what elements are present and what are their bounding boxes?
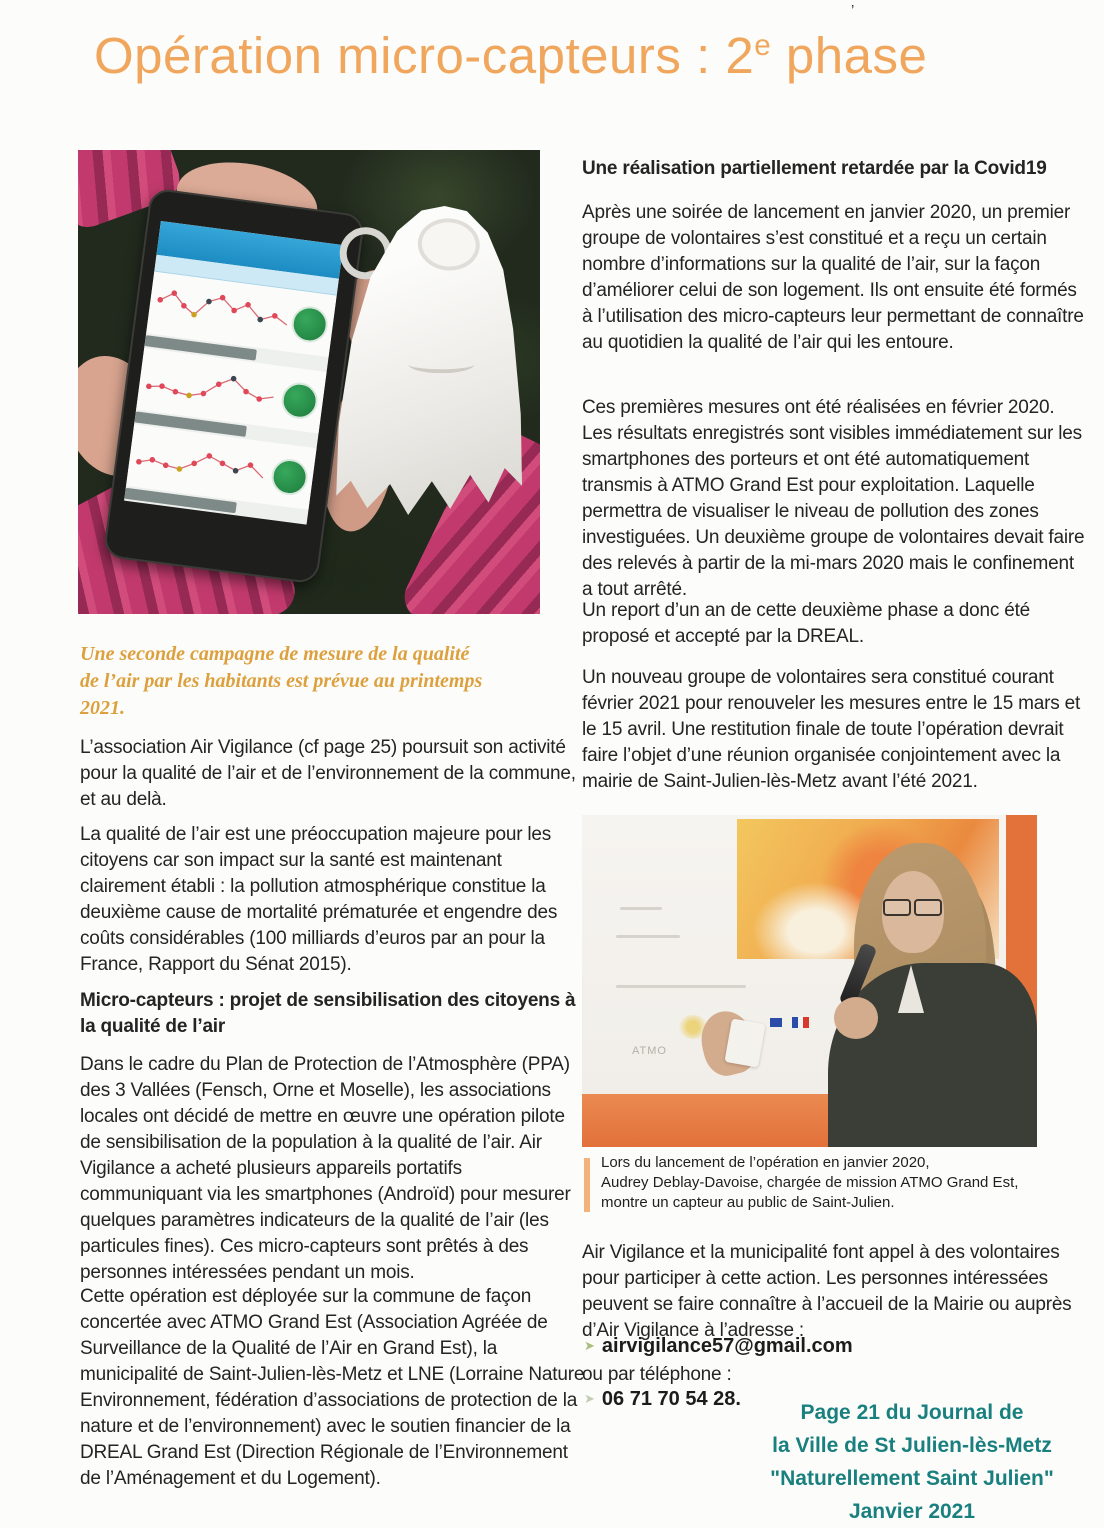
page-title-main: Opération micro-capteurs : 2 [94,27,755,84]
photo2-caption [601,1153,1018,1213]
projected-text-line-3 [616,985,746,988]
photo1-caption-line3: 2021. [80,697,125,719]
green-status-indicator-2 [279,380,319,420]
contact-phone: 06 71 70 54 28. [601,1388,741,1410]
glasses-left-lens [883,899,911,916]
phone-screen [124,221,343,525]
phone-label: ou par téléphone : [582,1364,732,1385]
scan-artifact: ’ [851,2,855,19]
page-title-superscript: e [754,29,772,62]
email-row [584,1335,853,1358]
projected-text-line-2 [616,935,680,938]
micro-sensor-illustration [330,198,540,537]
green-status-indicator-1 [289,304,329,344]
photo1-caption-line2: de l’air par les habitants est prévue au printemps [80,670,483,692]
glasses-icon [883,899,943,914]
photo-smartphone-and-sensor [78,150,540,614]
projected-text-line-1 [620,907,662,910]
photo2-caption-line2: Audrey Deblay-Davoise, chargée de mission ATMO Grand Est, [601,1174,1019,1191]
atmo-logo-text: ATMO [632,1045,667,1057]
page-title [94,26,927,85]
source-line2: la Ville de St Julien-lès-Metz [772,1434,1052,1457]
arrow-bullet-icon: ➤ [584,1338,595,1353]
caption-accent-bar [584,1158,590,1212]
sensor-vent-slot [408,355,474,373]
green-status-indicator-3 [269,457,309,497]
sensor-in-hand [724,1018,765,1067]
smartphone-illustration [103,187,366,584]
photo1-caption-line1: Une seconde campagne de mesure de la qualité [80,643,470,665]
heading-covid-delay: Une réalisation partiellement retardée par la Covid19 [582,158,1047,179]
paragraph-call-for-volunteers: Air Vigilance et la municipalité font appel à des volontaires pour participer à cette action. Les personnes intéressées peuvent se faire connaître à l’accueil de la Mairie ou auprès d’Air Vigilance à l’adresse : [582,1242,1072,1341]
source-line1: Page 21 du Journal de [800,1401,1024,1424]
contact-email: airvigilance57@gmail.com [601,1335,853,1357]
chart-line-2 [141,354,286,420]
paragraph-air-quality: La qualité de l’air est une préoccupation majeure pour les citoyens car son impact sur la santé est maintenant clairement établi : la pollution atmosphérique constitue la deuxième cause de mortalité prématurée et engendre des coûts considérables (100 milliards d’euros par an pour la France, Rapport du Sénat 2015). [80,824,558,975]
eu-flag-icon [770,1018,782,1027]
arrow-bullet-icon: ➤ [584,1391,595,1406]
phone-row [584,1388,741,1411]
paragraph-report-dreal: Un report d’un an de cette deuxième phase a donc été proposé et accepté par la DREAL. [582,600,1031,647]
paragraph-association: L’association Air Vigilance (cf page 25) poursuit son activité pour la qualité de l’air et de l’environnement de la commune, et au delà. [80,737,576,810]
photo-launch-presentation [582,815,1037,1147]
paragraph-first-measures: Ces premières mesures ont été réalisées en février 2020. Les résultats enregistrés sont visibles immédiatement sur les smartphones des porteurs et ont été automatiquement transmis à ATMO Grand Est pour exploitation. Laquelle permettra de visualiser le niveau de pollution des zones investiguées. Un deuxième groupe de volontaires devait faire des relevés à partir de la mi-mars 2020 mais le confinement a tout arrêté. [582,397,1085,600]
page-title-tail: phase [771,27,928,84]
french-flag-icon [792,1017,809,1028]
flag-red [803,1017,809,1028]
paragraph-first-group: Après une soirée de lancement en janvier 2020, un premier groupe de volontaires s’est constitué et a reçu un certain nombre d’informations sur la qualité de l’air, sur la façon d’améliorer celui de son logement. Ils ont ensuite été formés à l’utilisation des micro-capteurs leur permettant de connaître au quotidien la qualité de l’air qui les entoure. [582,202,1084,353]
paragraph-new-group: Un nouveau groupe de volontaires sera constitué courant février 2021 pour renouveler les mesures entre le 15 mars et le 15 avril. Une restitution finale de toute l’opération devrait faire l’objet d’une réunion organisée conjointement avec la mairie de Saint-Julien-lès-Metz avant l’été 2021. [582,667,1081,792]
paragraph-ppa-project: Dans le cadre du Plan de Protection de l’Atmosphère (PPA) des 3 Vallées (Fensch, Orne et Moselle), les associations locales ont décidé de mettre en œuvre une opération pilote de sensibilisation de la population à la qualité de l’air. Air Vigilance a acheté plusieurs appareils portatifs communiquant via les smartphones (Androïd) pour mesurer quelques paramètres indicateurs de la qualité de l’air (les particules fines). Ces micro-capteurs sont prêtés à des personnes intéressées pendant un mois. [80,1054,571,1283]
source-line3: "Naturellement Saint Julien" [770,1467,1054,1490]
presenter-mic-hand [834,997,878,1039]
subheading-micro-capteurs: Micro-capteurs : projet de sensibilisation des citoyens à la qualité de l’air [80,990,576,1037]
chart-line-1 [151,278,296,344]
page-source-note [726,1396,1098,1528]
photo1-caption [80,641,482,722]
photo2-caption-line3: montre un capteur au public de Saint-Julien. [601,1194,895,1211]
paragraph-partners: Cette opération est déployée sur la commune de façon concertée avec ATMO Grand Est (Association Agréée de Surveillance de la Qualité de l’Air en Grand Est), la municipalité de Saint-Julien-lès-Metz et LNE (Lorraine Nature Environnement, fédération d’associations de protection de la nature et de l’environnement) avec le soutien financier de la DREAL Grand Est (Direction Régionale de l’Environnement de l’Aménagement et du Logement). [80,1286,585,1489]
photo2-caption-line1: Lors du lancement de l’opération en janvier 2020, [601,1154,930,1171]
source-line4: Janvier 2021 [848,1500,976,1523]
glasses-right-lens [914,899,942,916]
chart-line-3 [131,431,276,497]
